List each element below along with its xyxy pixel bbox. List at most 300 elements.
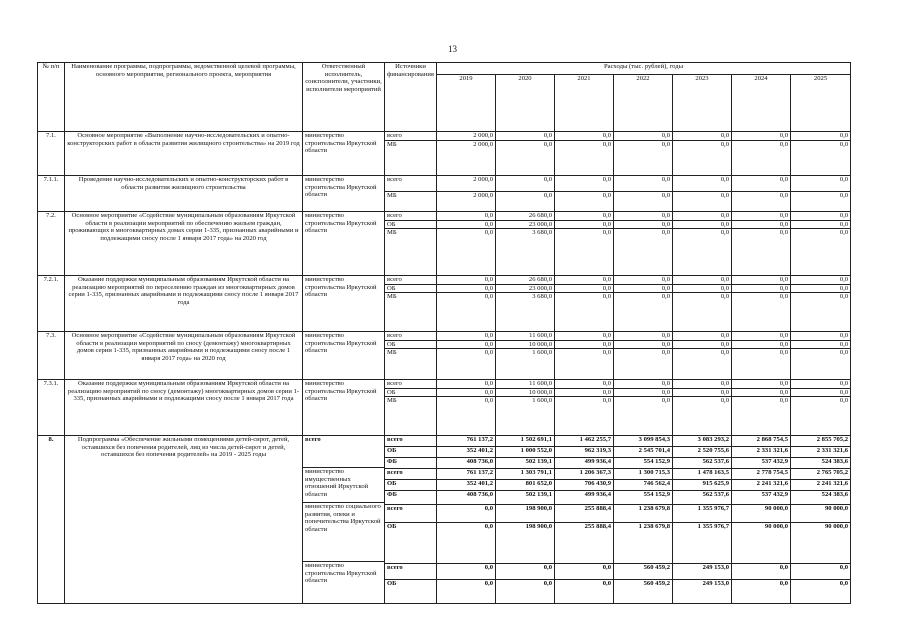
value: 0,0 [437,332,495,341]
value: 1 238 679,8 [614,523,672,564]
header-name: Наименование программы, подпрограммы, ведомственной целевой программы, основного мероприятия, регионального проекта, мероприятия [65,63,303,132]
value: 1 462 255,7 [555,436,613,447]
value: 0,0 [555,132,613,141]
value: 0,0 [484,293,493,301]
source-cell [385,436,437,604]
row-name: Основное мероприятие «Содействие муниципальным образованиям Иркутской области в реализации мероприятий по обеспечению жильем граждан, проживающих в многоквартирных домах серии 1-335, признанных аварийными и подлежащими сносу после 1 января 2017 года» на 2020 год [65,212,303,276]
value: 0,0 [673,221,731,230]
value-cell [614,276,673,332]
value: 0,0 [484,229,493,237]
value-cell [496,276,555,332]
value: 0,0 [791,341,850,350]
source-label: ОБ [385,221,436,230]
value: 0,0 [484,349,493,357]
responsible-text: всего [305,436,321,443]
value: 2 241 321,6 [791,480,850,491]
value: 0,0 [791,221,850,230]
value: 0,0 [732,132,790,141]
value: 0,0 [555,389,613,398]
value-cell [555,176,614,212]
value: 2 778 754,5 [732,469,790,480]
value: 761 137,2 [437,469,495,480]
header-source: Источники финансирования [385,63,437,132]
value: 0,0 [673,176,731,192]
value-cell [614,436,673,604]
value-cell [496,332,555,380]
value: 0,0 [661,349,670,357]
value: 554 152,9 [614,491,672,505]
value: 2 545 701,4 [614,447,672,458]
responsible-text: министерство строительства Иркутской области [305,332,377,355]
value: 26 680,0 [496,276,554,285]
value: 0,0 [543,140,552,148]
source-label: всего [385,276,436,285]
value: 0,0 [732,332,790,341]
value: 0,0 [673,332,731,341]
value: 0,0 [602,580,611,587]
value: 0,0 [791,276,850,285]
value: 0,0 [555,212,613,221]
header-year: 2021 [555,75,614,132]
value: 0,0 [673,132,731,141]
value: 0,0 [791,285,850,294]
value-cell [791,276,851,332]
value: 915 625,9 [673,480,731,491]
source-label: ОБ [385,285,436,294]
value: 0,0 [614,212,672,221]
value: 0,0 [484,580,493,587]
value: 0,0 [839,293,849,301]
value: 801 652,0 [496,480,554,491]
value: 90 000,0 [791,505,850,523]
value: 0,0 [484,397,493,405]
table-row [38,380,851,436]
value-cell [614,332,673,380]
value: 0,0 [614,380,672,389]
source-cell [385,212,437,276]
row-number: 7.2. [38,212,65,276]
value: 499 936,4 [555,491,613,505]
value: 1 000 552,0 [496,447,554,458]
value: 0,0 [732,176,790,192]
value-cell [496,176,555,212]
value-cell [673,436,732,604]
header-responsible: Ответственный исполнитель, соисполнители, участники, исполнители мероприятий [303,63,385,132]
value-cell [555,332,614,380]
value-cell [732,380,791,436]
value: 23 000,0 [496,285,554,294]
value: 0,0 [720,192,729,199]
value: 0,0 [720,349,729,357]
value: 0,0 [779,397,788,405]
value: 352 401,2 [437,447,495,458]
value: 0,0 [661,229,670,237]
value: 0,0 [661,397,670,405]
value: 0,0 [437,276,495,285]
budget-table [37,62,851,604]
value: 0,0 [779,580,788,587]
value-cell [791,332,851,380]
table-body [38,132,851,604]
value: 1 206 367,3 [555,469,613,480]
value: 0,0 [720,140,729,148]
source-label: МБ [387,192,397,199]
page-number: 13 [448,44,457,54]
source-label: МБ [387,349,397,357]
value: 11 600,0 [496,332,554,341]
value-cell [673,132,732,176]
value: 2 000,0 [473,192,493,199]
value: 198 900,0 [496,505,554,523]
value: 0,0 [732,212,790,221]
value: 0,0 [614,285,672,294]
source-label: МБ [387,397,397,405]
value: 0,0 [614,276,672,285]
table-row [38,212,851,276]
row-name: Основное мероприятие «Выполнение научно-исследовательских и опытно-конструкторских работ в области развития жилищного строительства» на 2019 год [65,132,303,176]
value: 499 936,4 [555,458,613,469]
value: 0,0 [673,285,731,294]
value: 0,0 [791,132,850,141]
value: 0,0 [779,229,788,237]
value-cell [732,212,791,276]
value: 11 600,0 [496,380,554,389]
value: 537 432,9 [732,458,790,469]
source-label: ФБ [385,458,436,469]
value: 1 303 791,1 [496,469,554,480]
source-label: всего [385,332,436,341]
responsible-text: министерство строительства Иркутской области [305,212,377,235]
header-expenses: Расходы (тыс. рублей), годы [437,63,851,75]
value: 524 383,6 [791,491,850,505]
value-cell [732,132,791,176]
row-responsible [303,132,385,176]
value: 0,0 [555,221,613,230]
value-cell [437,276,496,332]
row-responsible [303,380,385,436]
source-label: ОБ [385,447,436,458]
value: 0,0 [437,505,495,523]
row-name: Проведение научно-исследовательских и опытно-конструкторских работ в области развития жилищного строительства [65,176,303,212]
table-row [38,436,851,604]
header-year: 2019 [437,75,496,132]
value: 0,0 [732,564,790,580]
value: 0,0 [732,221,790,230]
value: 10 000,0 [496,341,554,350]
row-number: 8. [38,436,65,604]
table-row [38,132,851,176]
responsible-text: министерство имущественных отношений Иркутской области [305,468,369,498]
value: 0,0 [779,140,788,148]
value: 0,0 [602,140,611,148]
source-label: МБ [387,229,397,237]
value: 3 680,0 [532,293,552,301]
value: 0,0 [661,293,670,301]
value: 0,0 [437,380,495,389]
value: 90 000,0 [732,523,790,564]
value-cell [673,332,732,380]
responsible-text: министерство строительства Иркутской области [305,562,377,585]
value: 0,0 [614,341,672,350]
responsible-block [303,503,384,562]
row-number: 7.2.1. [38,276,65,332]
value-cell [496,380,555,436]
row-number: 7.3. [38,332,65,380]
value: 0,0 [720,293,729,301]
value: 1 238 679,8 [614,505,672,523]
value: 746 562,4 [614,480,672,491]
value: 0,0 [791,380,850,389]
value: 0,0 [555,341,613,350]
value: 0,0 [791,564,850,580]
source-cell [385,276,437,332]
value-cell [791,380,851,436]
value: 1 600,0 [532,349,552,357]
value: 2 000,0 [437,132,495,141]
row-number: 7.1.1. [38,176,65,212]
value: 0,0 [437,341,495,350]
value: 2 868 754,5 [732,436,790,447]
value: 1 502 691,1 [496,436,554,447]
value: 1 300 715,3 [614,469,672,480]
value: 0,0 [614,332,672,341]
value: 0,0 [720,397,729,405]
row-responsible [303,176,385,212]
value-cell [437,332,496,380]
value-cell [732,436,791,604]
source-label: ФБ [385,491,436,505]
row-name: Подпрограмма «Обеспечение жильными помещениями детей-сирот, детей, оставшихся без попечения родителей, лиц из числа детей-сирот и детей, оставшихся без попечения родителей» на 2019 - 2025 годы [65,436,303,604]
value: 198 900,0 [496,523,554,564]
value-cell [791,132,851,176]
source-cell [385,380,437,436]
responsible-text: министерство социального развития, опеки и попечительства Иркутской области [305,503,381,533]
value: 0,0 [673,380,731,389]
value: 0,0 [732,276,790,285]
value: 0,0 [496,176,554,192]
value: 962 319,3 [555,447,613,458]
value: 0,0 [732,380,790,389]
source-label: ОБ [385,523,436,564]
value: 0,0 [555,276,613,285]
value: 0,0 [602,229,611,237]
value-cell [555,436,614,604]
value-cell [555,132,614,176]
value: 0,0 [437,564,495,580]
header-year: 2023 [673,75,732,132]
value: 0,0 [555,285,613,294]
value: 2 765 705,2 [791,469,850,480]
row-responsible [303,212,385,276]
value: 0,0 [732,389,790,398]
value: 1 478 163,5 [673,469,731,480]
value: 2 331 321,6 [791,447,850,458]
value: 255 888,4 [555,505,613,523]
value-cell [437,380,496,436]
source-label: всего [385,132,436,141]
value-cell [555,212,614,276]
value: 0,0 [614,389,672,398]
value: 0,0 [839,397,849,405]
value: 0,0 [839,192,849,199]
value: 2 331 321,6 [732,447,790,458]
source-label: МБ [387,293,397,301]
responsible-block [303,436,384,468]
value: 0,0 [661,140,670,148]
value-cell [673,380,732,436]
row-number: 7.3.1. [38,380,65,436]
value: 554 152,9 [614,458,672,469]
value-cell [673,276,732,332]
table-row [38,332,851,380]
value: 90 000,0 [732,505,790,523]
table-header [38,63,851,132]
value: 0,0 [673,276,731,285]
value: 3 680,0 [532,229,552,237]
value: 0,0 [555,564,613,580]
table-row [38,176,851,212]
header-year: 2024 [732,75,791,132]
value: 0,0 [555,380,613,389]
value: 0,0 [732,285,790,294]
value: 0,0 [791,389,850,398]
value: 352 401,2 [437,480,495,491]
value: 23 000,0 [496,221,554,230]
source-label: ОБ [385,389,436,398]
value: 1 355 976,7 [673,523,731,564]
value: 0,0 [661,192,670,199]
value: 0,0 [732,341,790,350]
value: 0,0 [602,192,611,199]
value: 537 432,9 [732,491,790,505]
responsible-text: министерство строительства Иркутской области [305,176,377,199]
value: 255 888,4 [555,523,613,564]
value: 0,0 [437,389,495,398]
value: 0,0 [779,349,788,357]
value: 0,0 [496,132,554,141]
row-responsible [303,332,385,380]
value: 3 099 854,3 [614,436,672,447]
value-cell [437,212,496,276]
value-cell [673,212,732,276]
value-cell [437,176,496,212]
header-year: 2020 [496,75,555,132]
value: 2 000,0 [437,176,495,192]
value: 249 153,0 [673,564,731,580]
value: 0,0 [673,341,731,350]
value: 0,0 [602,397,611,405]
source-label: ОБ [385,480,436,491]
value: 0,0 [614,132,672,141]
value: 0,0 [437,221,495,230]
source-label: всего [385,469,436,480]
source-label: ОБ [387,580,397,587]
value: 0,0 [555,176,613,192]
value: 0,0 [720,229,729,237]
value-cell [555,380,614,436]
value: 0,0 [614,221,672,230]
value: 524 383,6 [791,458,850,469]
value-cell [496,132,555,176]
row-name: Оказание поддержки муниципальным образованиям Иркутской области на реализацию мероприятий по переселению граждан из многоквартирных домов серии 1-335, признанных аварийными и подлежащими сносу после 1 января 2017 года [65,276,303,332]
value-cell [437,132,496,176]
value: 26 680,0 [496,212,554,221]
value: 0,0 [543,192,552,199]
value: 0,0 [602,349,611,357]
header-year: 2025 [791,75,851,132]
value: 408 736,0 [437,458,495,469]
source-label: всего [385,564,436,580]
value-cell [732,332,791,380]
value-cell [791,436,851,604]
value: 0,0 [437,212,495,221]
value: 706 430,9 [555,480,613,491]
value: 560 459,2 [643,580,670,587]
row-name: Оказание поддержки муниципальным образованиям Иркутской области на реализацию мероприятий по сносу (демонтажу) многоквартирных домов серии 1-335, признанных аварийными и подлежащими сносу после 1 января 2017 года [65,380,303,436]
value: 0,0 [673,212,731,221]
value-cell [791,176,851,212]
value-cell [496,212,555,276]
value: 2 241 321,6 [732,480,790,491]
value: 0,0 [791,212,850,221]
value: 0,0 [437,285,495,294]
value-cell [614,212,673,276]
value: 90 000,0 [791,523,850,564]
value: 0,0 [555,332,613,341]
source-cell [385,132,437,176]
source-label: всего [385,212,436,221]
value-cell [732,176,791,212]
value: 0,0 [791,332,850,341]
value: 2 000,0 [473,140,493,148]
source-label: МБ [387,140,397,148]
value: 0,0 [839,229,849,237]
responsible-text: министерство строительства Иркутской области [305,380,377,403]
row-responsible [303,276,385,332]
source-label: всего [385,505,436,523]
row-name: Основное мероприятие «Содействие муниципальным образованиям Иркутской области в реализации мероприятий по сносу (демонтажу) многоквартирных домов серии 1-335, признанных аварийными и подлежащими сносу после 1 января 2017 года» на 2020 год [65,332,303,380]
source-label: ОБ [385,341,436,350]
value: 3 083 293,2 [673,436,731,447]
table-row [38,276,851,332]
source-label: всего [385,176,436,192]
responsible-text: министерство строительства Иркутской области [305,276,377,299]
source-label: всего [385,436,436,447]
value: 1 600,0 [532,397,552,405]
value: 0,0 [839,349,849,357]
row-responsible [303,436,385,604]
value: 0,0 [839,140,849,148]
value-cell [673,176,732,212]
source-cell [385,332,437,380]
header-year: 2022 [614,75,673,132]
source-cell [385,176,437,212]
row-number: 7.1. [38,132,65,176]
value-cell [614,176,673,212]
value: 0,0 [614,176,672,192]
value: 249 153,0 [702,580,729,587]
responsible-block [303,562,384,592]
value: 0,0 [602,293,611,301]
value: 0,0 [437,523,495,564]
value: 562 537,6 [673,491,731,505]
value: 1 355 976,7 [673,505,731,523]
value-cell [614,380,673,436]
value-cell [732,276,791,332]
value: 2 520 755,6 [673,447,731,458]
value: 2 855 705,2 [791,436,850,447]
responsible-block [303,468,384,503]
